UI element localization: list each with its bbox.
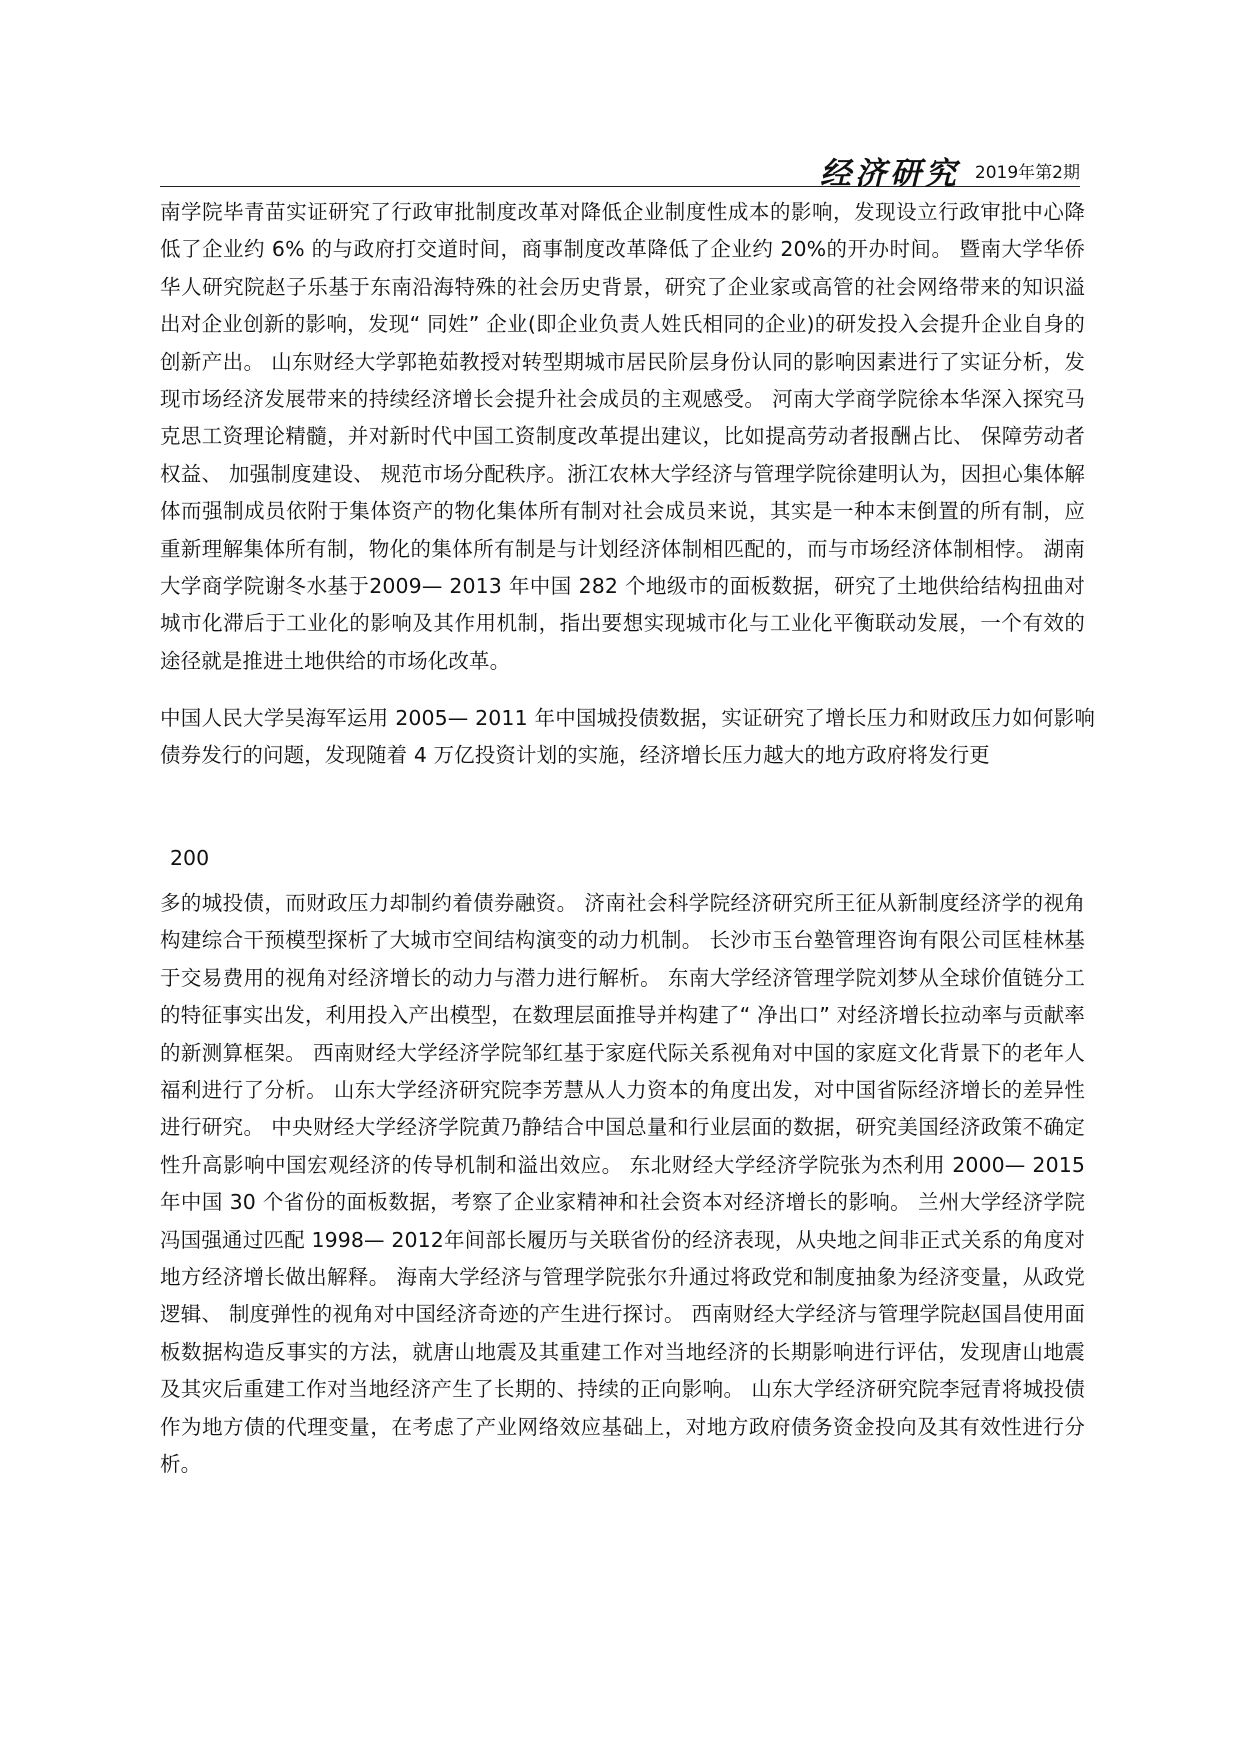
body-paragraph-2: 中国人民大学吴海军运用 2005— 2011 年中国城投债数据，实证研究了增长压力和财政压力如何影响债券发行的问题，发现随着 4 万亿投资计划的实施，经济增长压力越大的地方政府将发行更 [160, 706, 1095, 768]
journal-logo: 经济研究 [820, 156, 960, 192]
issue-label: 2019年第2期 [974, 163, 1080, 183]
body-paragraph-1: 南学院毕青苗实证研究了行政审批制度改革对降低企业制度性成本的影响，发现设立行政审批中心降低了企业约 6% 的与政府打交道时间，商事制度改革降低了企业约 20%的开办时间。 暨南大学华侨华人研究院赵子乐基于东南沿海特殊的社会历史背景，研究了企业家或高管的社会网络带来的知识溢出对企业创新的影响，发现“ 同姓” 企业(即企业负责人姓氏相同的企业)的研发投入会提升企业自身的创新产出。 山东财经大学郭艳茹教授对转型期城市居民阶层身份认同的影响因素进行了实证分析，发现市场经济发展带来的持续经济增长会提升社会成员的主观感受。 河南大学商学院徐本华深入探究马克思工资理论精髓，并对新时代中国工资制度改革提出建议，比如提高劳动者报酬占比、 保障劳动者权益、 加强制度建设、 规范市场分配秩序。浙江农林大学经济与管理学院徐建明认为，因担心集体解体而强制成员依附于集体资产的物化集体所有制对社会成员来说，其实是一种本末倒置的所有制，应重新理解集体所有制，物化的集体所有制是与计划经济体制相匹配的，而与市场经济体制相悖。 湖南大学商学院谢冬水基于2009— 2013 年中国 282 个地级市的面板数据，研究了土地供给结构扭曲对城市化滞后于工业化的影响及其作用机制，指出要想实现城市化与工业化平衡联动发展，一个有效的途径就是推进土地供给的市场化改革。 [160, 200, 1085, 673]
running-header [160, 146, 1080, 192]
body-paragraph-3: 多的城投债，而财政压力却制约着债券融资。 济南社会科学院经济研究所王征从新制度经济学的视角构建综合干预模型探析了大城市空间结构演变的动力机制。 长沙市玉台塾管理咨询有限公司匡桂林基于交易费用的视角对经济增长的动力与潜力进行解析。 东南大学经济管理学院刘梦从全球价值链分工的特征事实出发，利用投入产出模型，在数理层面推导并构建了“ 净出口” 对经济增长拉动率与贡献率的新测算框架。 西南财经大学经济学院邹红基于家庭代际关系视角对中国的家庭文化背景下的老年人福利进行了分析。 山东大学经济研究院李芳慧从人力资本的角度出发，对中国省际经济增长的差异性进行研究。 中央财经大学经济学院黄乃静结合中国总量和行业层面的数据，研究美国经济政策不确定性升高影响中国宏观经济的传导机制和溢出效应。 东北财经大学经济学院张为杰利用 2000— 2015 年中国 30 个省份的面板数据，考察了企业家精神和社会资本对经济增长的影响。 兰州大学经济学院冯国强通过匹配 1998— 2012年间部长履历与关联省份的经济表现，从央地之间非正式关系的角度对地方经济增长做出解释。 海南大学经济与管理学院张尔升通过将政党和制度抽象为经济变量，从政党逻辑、 制度弹性的视角对中国经济奇迹的产生进行探讨。 西南财经大学经济与管理学院赵国昌使用面板数据构造反事实的方法，就唐山地震及其重建工作对当地经济的长期影响进行评估，发现唐山地震及其灾后重建工作对当地经济产生了长期的、持续的正向影响。 山东大学经济研究院李冠青将城投债作为地方债的代理变量，在考虑了产业网络效应基础上，对地方政府债务资金投向及其有效性进行分析。 [160, 891, 1085, 1477]
page-number: 200 [170, 846, 210, 870]
